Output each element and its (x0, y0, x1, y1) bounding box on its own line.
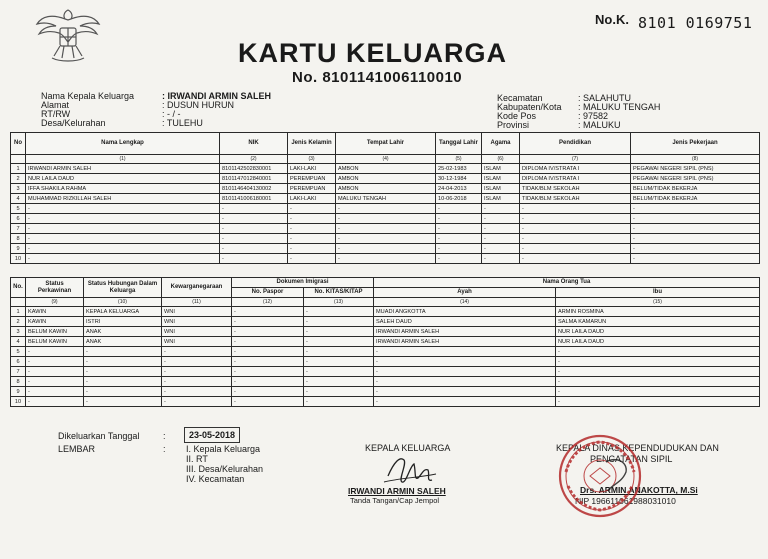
table-cell: ISLAM (482, 174, 520, 184)
table-row (11, 184, 760, 194)
col-number: (5) (436, 155, 482, 164)
table-cell: - (84, 387, 162, 397)
col-number: (7) (520, 155, 631, 164)
table-cell: - (26, 224, 220, 234)
table-cell: 5 (11, 347, 26, 357)
table-cell: - (26, 397, 84, 407)
col-number: (2) (220, 155, 288, 164)
table-cell: 8101142502830001 (220, 164, 288, 174)
table-cell: ANAK (84, 327, 162, 337)
table-cell: - (631, 234, 760, 244)
column-number-row (11, 155, 760, 164)
table-cell: ISLAM (482, 184, 520, 194)
value-head-name: : IRWANDI ARMIN SALEH (162, 91, 271, 101)
table-cell: MALUKU TENGAH (336, 194, 436, 204)
table-cell: - (436, 254, 482, 264)
table-cell: - (162, 377, 232, 387)
table-row (11, 224, 760, 234)
table-cell: 10-06-2018 (436, 194, 482, 204)
table-cell: - (304, 377, 374, 387)
table-cell: - (232, 327, 304, 337)
table-cell: 9 (11, 387, 26, 397)
table-row (11, 367, 760, 377)
label-postcode: Kode Pos (497, 111, 537, 121)
table-cell: PEGAWAI NEGERI SIPIL (PNS) (631, 174, 760, 184)
table-cell: - (374, 347, 556, 357)
table-cell: DIPLOMA IV/STRATA I (520, 164, 631, 174)
col-number: (1) (26, 155, 220, 164)
table-cell: WNI (162, 307, 232, 317)
table-cell: - (482, 224, 520, 234)
table-cell: - (304, 387, 374, 397)
col-number: (4) (336, 155, 436, 164)
value-rtrw: : - / - (162, 109, 181, 119)
col-number: (13) (304, 298, 374, 307)
label-regency: Kabupaten/Kota (497, 102, 562, 112)
table-cell: - (84, 347, 162, 357)
sheet-item: IV. Kecamatan (186, 474, 245, 484)
table-row (11, 204, 760, 214)
garuda-emblem-icon (34, 2, 102, 66)
table-cell: 2 (11, 317, 26, 327)
table-cell: - (162, 387, 232, 397)
table-cell: 24-04-2013 (436, 184, 482, 194)
col-header-passport: No. Paspor (232, 288, 304, 298)
head-of-family-name: IRWANDI ARMIN SALEH (348, 486, 446, 496)
col-header-mother: Ibu (556, 288, 760, 298)
table-cell: NUR LAILA DAUD (26, 174, 220, 184)
table-cell: - (26, 367, 84, 377)
sheet-label: LEMBAR (58, 444, 96, 454)
family-members-table (10, 132, 760, 264)
table-row (11, 174, 760, 184)
table-cell: SALMA KAMARUN (556, 317, 760, 327)
table-cell: - (288, 214, 336, 224)
table-cell: NUR LAILA DAUD (556, 337, 760, 347)
col-header-birthdate: Tanggal Lahir (436, 133, 482, 155)
table-cell: WNI (162, 337, 232, 347)
table-cell: ISTRI (84, 317, 162, 327)
table-cell: - (631, 244, 760, 254)
table-cell: ARMIN ROSMINA (556, 307, 760, 317)
table-cell: - (304, 307, 374, 317)
table-cell: - (482, 254, 520, 264)
table-cell: 8 (11, 377, 26, 387)
table-cell: - (162, 347, 232, 357)
table-cell: IFFA SHAKILA RAHMA (26, 184, 220, 194)
label-rtrw: RT/RW (41, 109, 71, 119)
issued-date-label: Dikeluarkan Tanggal (58, 431, 140, 441)
table-cell: 4 (11, 194, 26, 204)
col-header-no: No. (11, 278, 26, 298)
table-cell: - (304, 357, 374, 367)
table-cell: - (220, 244, 288, 254)
col-number: (9) (26, 298, 84, 307)
table-cell: - (232, 357, 304, 367)
table-cell: - (336, 254, 436, 264)
table-cell: - (26, 214, 220, 224)
table-cell: 8 (11, 234, 26, 244)
table-cell: 7 (11, 224, 26, 234)
table-cell: BELUM/TIDAK BEKERJA (631, 184, 760, 194)
official-nip: NIP 196611061988031010 (575, 496, 676, 506)
table-cell: LAKI-LAKI (288, 164, 336, 174)
table-cell: AMBON (336, 164, 436, 174)
value-province: : MALUKU (578, 120, 621, 130)
table-cell: - (482, 214, 520, 224)
table-cell: - (556, 357, 760, 367)
table-cell: 4 (11, 337, 26, 347)
table-cell: - (631, 214, 760, 224)
table-cell: WNI (162, 327, 232, 337)
document-number: No. 8101141006110010 (292, 69, 463, 86)
table-cell: - (232, 307, 304, 317)
table-cell: 6 (11, 357, 26, 367)
col-number: (15) (556, 298, 760, 307)
table-cell: KAWIN (26, 307, 84, 317)
table-row (11, 317, 760, 327)
table-cell: 25-02-1983 (436, 164, 482, 174)
table-cell: - (374, 377, 556, 387)
table-cell: - (162, 397, 232, 407)
table-cell: - (556, 367, 760, 377)
head-signature-icon (380, 452, 440, 488)
table-cell: - (232, 367, 304, 377)
col-number: (8) (631, 155, 760, 164)
table-cell: - (232, 317, 304, 327)
table-cell: AMBON (336, 174, 436, 184)
sheet-item: III. Desa/Kelurahan (186, 464, 264, 474)
col-header-father: Ayah (374, 288, 556, 298)
table-cell: - (304, 317, 374, 327)
table-cell: - (436, 224, 482, 234)
col-header-education: Pendidikan (520, 133, 631, 155)
head-signature-label: KEPALA KELUARGA (365, 443, 451, 453)
table-row (11, 254, 760, 264)
table-row (11, 357, 760, 367)
table-cell: - (336, 204, 436, 214)
table-cell: - (220, 204, 288, 214)
table-cell: - (26, 347, 84, 357)
table-row (11, 234, 760, 244)
official-stamp-icon (556, 432, 644, 520)
col-header-citizenship: Kewarganegaraan (162, 278, 232, 298)
col-header-relationship: Status Hubungan Dalam Keluarga (84, 278, 162, 298)
table-cell: TIDAK/BLM SEKOLAH (520, 194, 631, 204)
table-cell: - (220, 224, 288, 234)
table-cell: PEREMPUAN (288, 174, 336, 184)
table-cell: - (26, 204, 220, 214)
table-cell: 6 (11, 214, 26, 224)
official-name: Drs. ARMIN ANAKOTTA, M.Si (580, 485, 698, 495)
table-cell: - (436, 234, 482, 244)
table-cell: - (482, 234, 520, 244)
table-cell: 3 (11, 184, 26, 194)
table-cell: - (374, 357, 556, 367)
table-cell: - (162, 357, 232, 367)
table-cell: - (556, 347, 760, 357)
table-cell: - (436, 244, 482, 254)
table-row (11, 347, 760, 357)
table-cell: - (631, 204, 760, 214)
table-cell: - (336, 234, 436, 244)
table-cell: AMBON (336, 184, 436, 194)
table-cell: ANAK (84, 337, 162, 347)
table-cell: - (84, 357, 162, 367)
signature-caption: Tanda Tangan/Cap Jempol (350, 496, 440, 505)
table-cell: - (288, 224, 336, 234)
table-cell: - (520, 234, 631, 244)
table-cell: - (232, 397, 304, 407)
table-cell: - (84, 367, 162, 377)
table-cell: 1 (11, 164, 26, 174)
table-cell: - (374, 367, 556, 377)
table-cell: IRWANDI ARMIN SALEH (374, 337, 556, 347)
table-cell: - (482, 204, 520, 214)
col-number (11, 298, 26, 307)
table-cell: 9 (11, 244, 26, 254)
sheet-colon: : (163, 444, 166, 454)
table-row (11, 244, 760, 254)
table-cell: - (220, 234, 288, 244)
col-header-no: No (11, 133, 26, 155)
nok-label: No.K. (595, 12, 629, 27)
table-cell: - (436, 204, 482, 214)
col-header-marital-status: Status Perkawinan (26, 278, 84, 298)
table-cell: MUADI ANGKOTTA (374, 307, 556, 317)
table-row (11, 377, 760, 387)
table-cell: - (304, 347, 374, 357)
table-cell: - (232, 347, 304, 357)
col-number: (12) (232, 298, 304, 307)
table-cell: - (84, 377, 162, 387)
col-header-parents: Nama Orang Tua (374, 278, 760, 288)
table-cell: - (304, 327, 374, 337)
table-cell: - (26, 244, 220, 254)
table-cell: ISLAM (482, 164, 520, 174)
col-header-immigration-docs: Dokumen Imigrasi (232, 278, 374, 288)
table-cell: 3 (11, 327, 26, 337)
col-header-kitas: No. KITAS/KITAP (304, 288, 374, 298)
value-postcode: : 97582 (578, 111, 609, 121)
table-cell: - (288, 244, 336, 254)
table-cell: - (26, 254, 220, 264)
table-cell: 2 (11, 174, 26, 184)
table-cell: KAWIN (26, 317, 84, 327)
table-cell: NUR LAILA DAUD (556, 327, 760, 337)
table-cell: - (436, 214, 482, 224)
table-cell: - (26, 387, 84, 397)
table-cell: - (304, 337, 374, 347)
table-cell: - (482, 244, 520, 254)
table-cell: - (520, 254, 631, 264)
table-cell: 5 (11, 204, 26, 214)
label-district: Kecamatan (497, 93, 543, 103)
col-header-birthplace: Tempat Lahir (336, 133, 436, 155)
col-header-nik: NIK (220, 133, 288, 155)
table-cell: SALEH DAUD (374, 317, 556, 327)
table-cell: - (288, 204, 336, 214)
table-row (11, 307, 760, 317)
table-cell: - (26, 234, 220, 244)
col-number: (11) (162, 298, 232, 307)
label-province: Provinsi (497, 120, 530, 130)
official-title-line2: PENCATATAN SIPIL (590, 454, 673, 464)
table-cell: - (26, 357, 84, 367)
table-cell: - (556, 397, 760, 407)
table-cell: - (631, 224, 760, 234)
table-cell: - (232, 337, 304, 347)
table-row (11, 337, 760, 347)
table-cell: 8101141006180001 (220, 194, 288, 204)
table-cell: - (84, 397, 162, 407)
col-number: (6) (482, 155, 520, 164)
value-district: : SALAHUTU (578, 93, 632, 103)
table-cell: - (520, 224, 631, 234)
table-cell: 7 (11, 367, 26, 377)
table-cell: IRWANDI ARMIN SALEH (374, 327, 556, 337)
issued-colon: : (163, 431, 166, 441)
table-cell: 30-12-1984 (436, 174, 482, 184)
table-cell: 8101147012840001 (220, 174, 288, 184)
table-cell: - (336, 214, 436, 224)
table-cell: 8101146404130002 (220, 184, 288, 194)
table-cell: DIPLOMA IV/STRATA I (520, 174, 631, 184)
table-cell: ISLAM (482, 194, 520, 204)
table-cell: 10 (11, 397, 26, 407)
table-cell: MUHAMMAD RIZKILLAH SALEH (26, 194, 220, 204)
nok-number: 8101 0169751 (638, 14, 753, 32)
issued-date-value: 23-05-2018 (184, 427, 240, 443)
table-cell: - (556, 387, 760, 397)
table-cell: IRWANDI ARMIN SALEH (26, 164, 220, 174)
table-cell: - (162, 367, 232, 377)
col-header-gender: Jenis Kelamin (288, 133, 336, 155)
table-cell: - (26, 377, 84, 387)
table-cell: LAKI-LAKI (288, 194, 336, 204)
table-row (11, 327, 760, 337)
table-cell: - (232, 387, 304, 397)
page-title: KARTU KELUARGA (238, 38, 507, 68)
table-cell: - (220, 254, 288, 264)
col-header-religion: Agama (482, 133, 520, 155)
col-number: (14) (374, 298, 556, 307)
sheet-item: I. Kepala Keluarga (186, 444, 261, 454)
table-cell: - (288, 234, 336, 244)
table-row (11, 397, 760, 407)
table-row (11, 194, 760, 204)
table-cell: KEPALA KELUARGA (84, 307, 162, 317)
official-title-line1: KEPALA DINAS KEPENDUDUKAN DAN (556, 443, 719, 453)
col-header-name: Nama Lengkap (26, 133, 220, 155)
table-cell: BELUM/TIDAK BEKERJA (631, 194, 760, 204)
table-cell: BELUM KAWIN (26, 337, 84, 347)
table-cell: - (336, 244, 436, 254)
label-village: Desa/Kelurahan (41, 118, 106, 128)
label-head-name: Nama Kepala Keluarga (41, 91, 135, 101)
value-village: : TULEHU (162, 118, 203, 128)
status-parents-table (10, 277, 760, 407)
table-cell: - (374, 387, 556, 397)
table-row (11, 214, 760, 224)
label-address: Alamat (41, 100, 70, 110)
col-number: (3) (288, 155, 336, 164)
column-number-row (11, 298, 760, 307)
table-cell: - (336, 224, 436, 234)
table-cell: 10 (11, 254, 26, 264)
table-cell: PEGAWAI NEGERI SIPIL (PNS) (631, 164, 760, 174)
table-row (11, 387, 760, 397)
table-cell: - (520, 204, 631, 214)
table-cell: - (220, 214, 288, 224)
table-cell: - (232, 377, 304, 387)
table-cell: - (304, 397, 374, 407)
table-cell: WNI (162, 317, 232, 327)
table-cell: - (631, 254, 760, 264)
col-number (11, 155, 26, 164)
table-cell: - (520, 244, 631, 254)
value-regency: : MALUKU TENGAH (578, 102, 661, 112)
table-cell: TIDAK/BLM SEKOLAH (520, 184, 631, 194)
table-cell: PEREMPUAN (288, 184, 336, 194)
table-cell: BELUM KAWIN (26, 327, 84, 337)
col-number: (10) (84, 298, 162, 307)
table-cell: 1 (11, 307, 26, 317)
value-address: : DUSUN HURUN (162, 100, 234, 110)
sheet-item: II. RT (186, 454, 208, 464)
col-header-occupation: Jenis Pekerjaan (631, 133, 760, 155)
table-cell: - (288, 254, 336, 264)
table-cell: - (520, 214, 631, 224)
table-row (11, 164, 760, 174)
table-cell: - (374, 397, 556, 407)
table-cell: - (304, 367, 374, 377)
table-cell: - (556, 377, 760, 387)
